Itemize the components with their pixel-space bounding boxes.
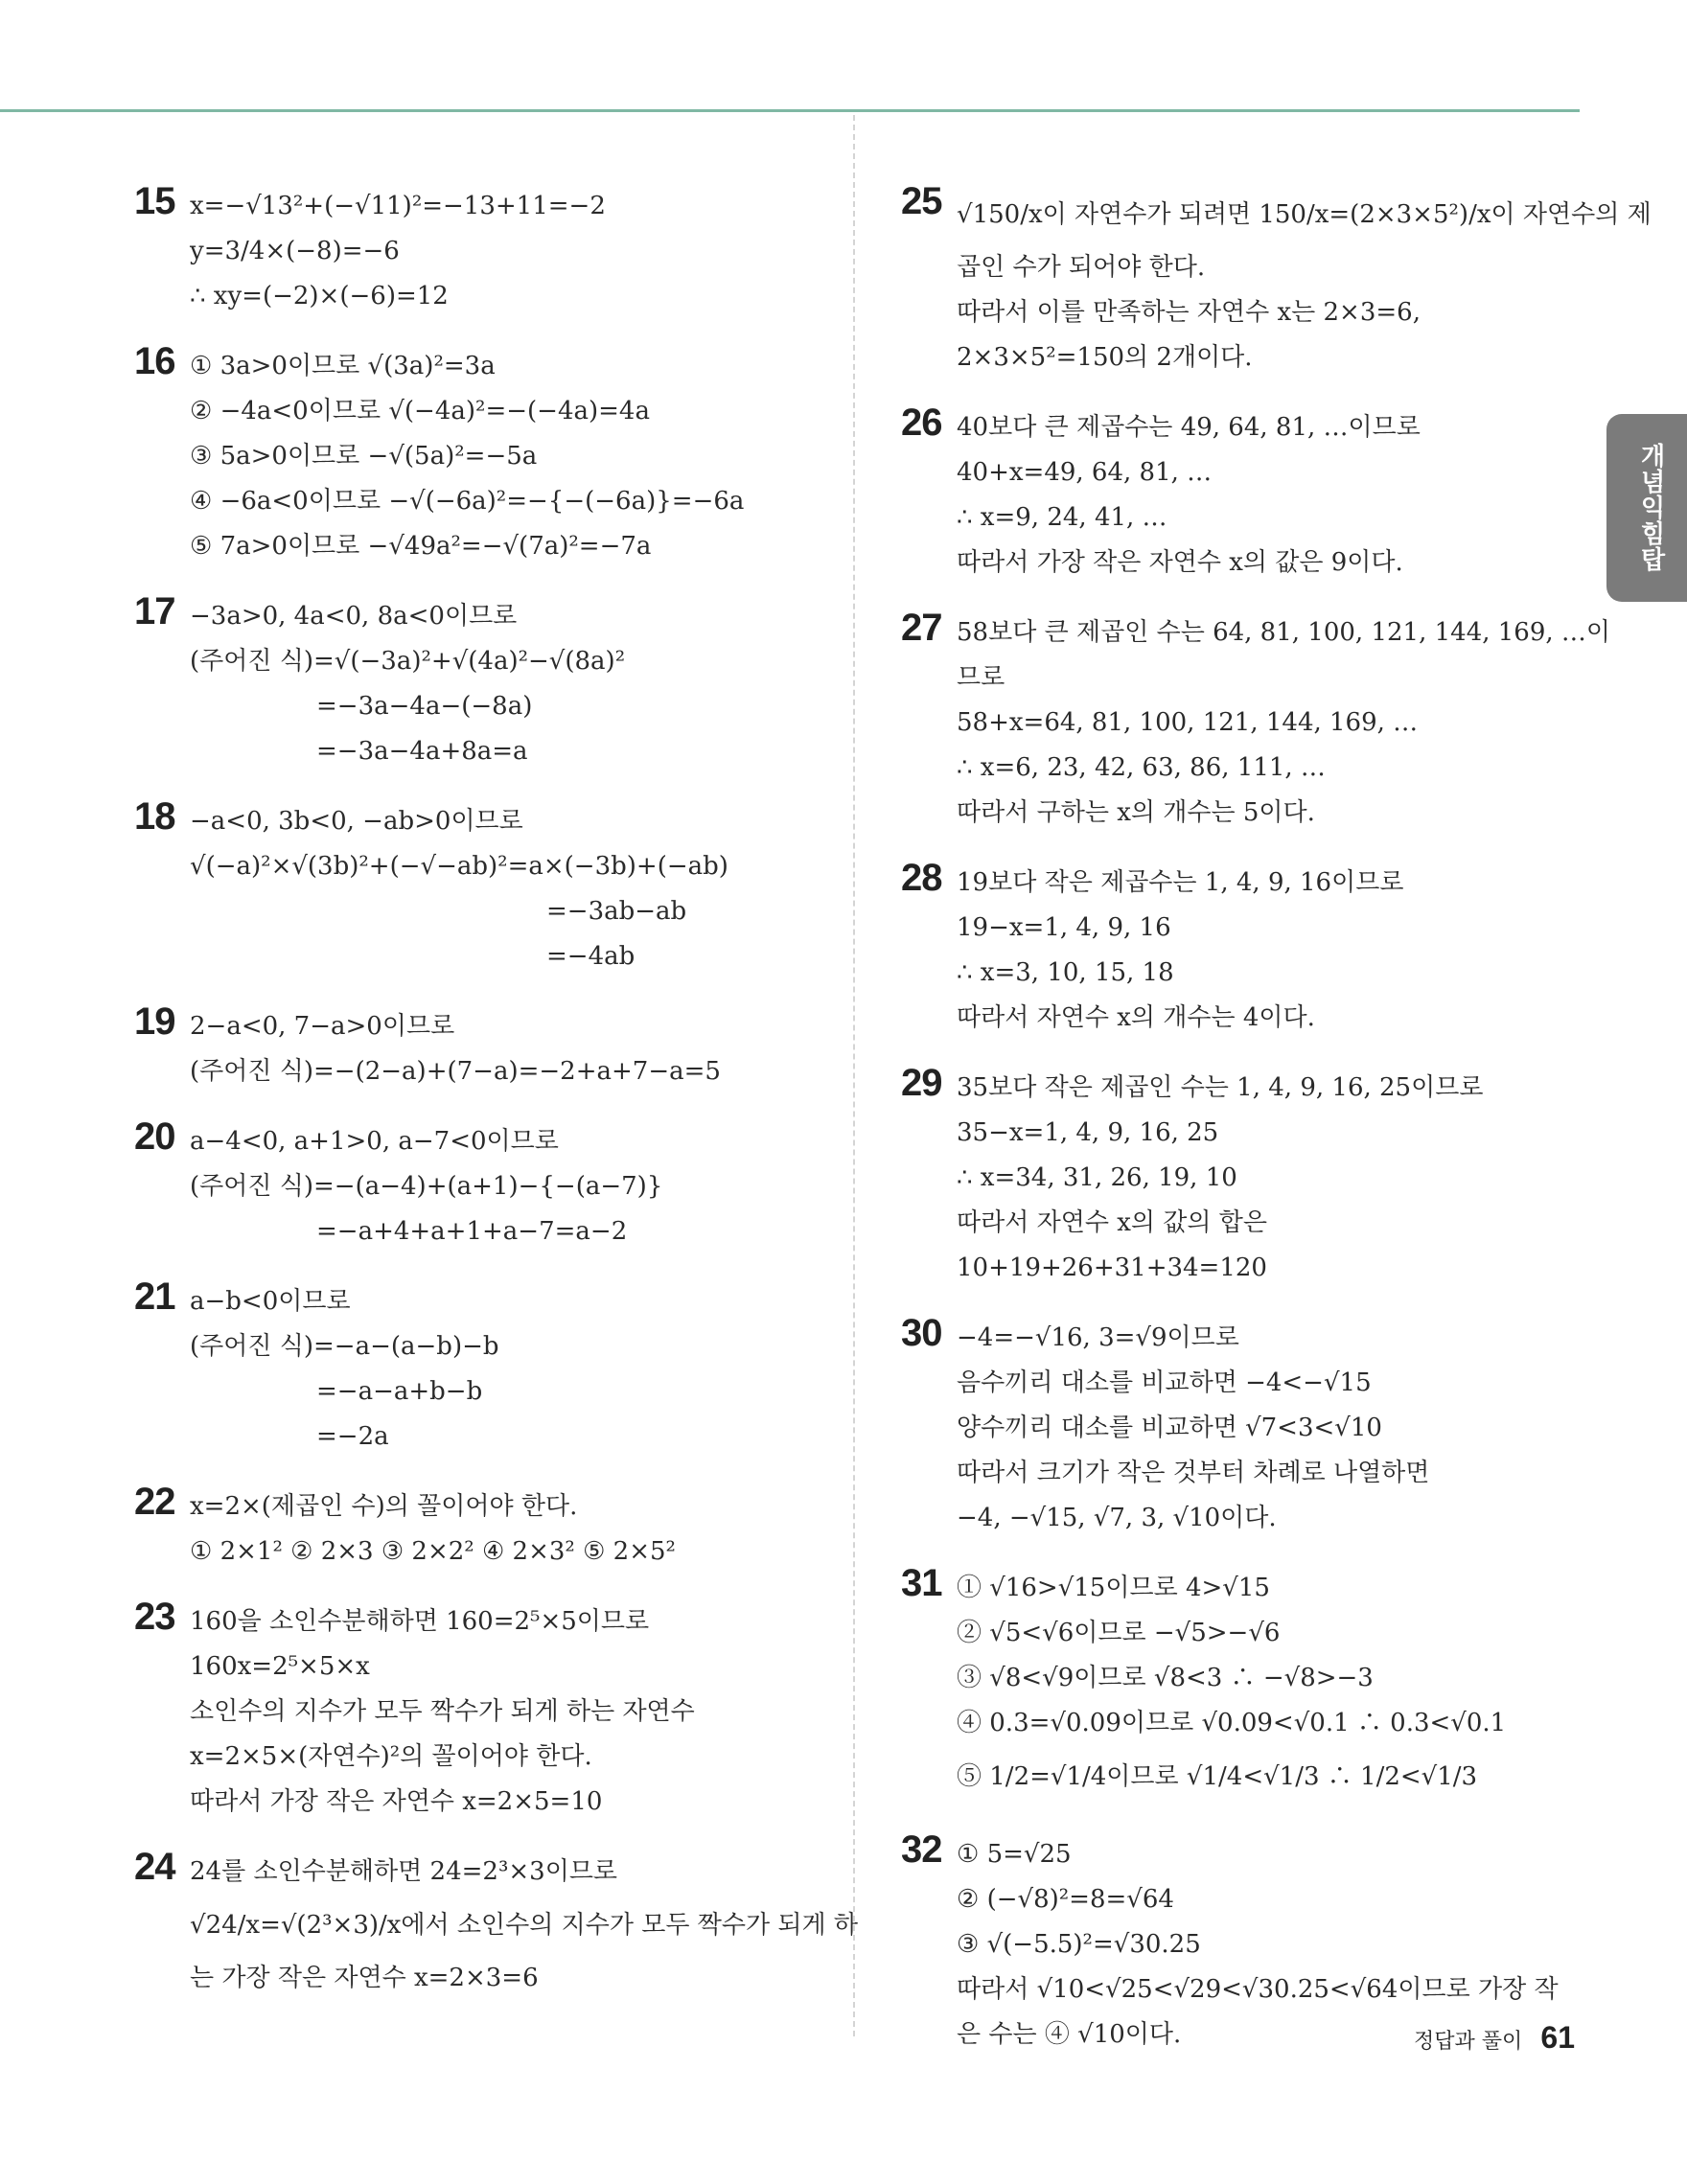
solution-line: −4, −√15, √7, 3, √10이다.	[957, 1504, 1277, 1532]
problem-number: 22	[134, 1481, 175, 1523]
solution-line: (주어진 식)=−(a−4)+(a+1)−{−(a−7)}	[190, 1172, 663, 1201]
problem-25	[901, 180, 1652, 380]
problem-30	[901, 1312, 1583, 1541]
solution-line: (주어진 식)=−a−(a−b)−b	[190, 1332, 499, 1361]
problem-number: 23	[134, 1596, 175, 1638]
solution-line: 는 가장 작은 자연수 x=2×3=6	[190, 1964, 539, 1992]
header-rule	[0, 109, 1580, 112]
solution-line: 40+x=49, 64, 81, …	[957, 458, 1213, 487]
problem-number: 31	[901, 1562, 942, 1604]
solution-line: 따라서 자연수 x의 개수는 4이다.	[957, 1003, 1315, 1032]
solution-line: 10+19+26+31+34=120	[957, 1253, 1267, 1282]
solution-line: ① 3a>0이므로 √(3a)²=3a	[190, 352, 496, 380]
solution-line: ④ 0.3=√0.09이므로 √0.09<√0.1 ∴ 0.3<√0.1	[957, 1709, 1507, 1737]
solution-line: −4=−√16, 3=√9이므로	[957, 1323, 1239, 1352]
problem-number: 17	[134, 590, 175, 632]
solution-line: =−4ab	[546, 942, 636, 971]
solution-line: =−2a	[316, 1422, 389, 1451]
solution-line: 160x=2⁵×5×x	[190, 1652, 370, 1681]
solution-line: √150/x이 자연수가 되려면 150/x=(2×3×5²)/x이 자연수의 제	[957, 200, 1652, 229]
solution-line: ① 2×1² ② 2×3 ③ 2×2² ④ 2×3² ⑤ 2×5²	[190, 1537, 676, 1566]
problem-number: 18	[134, 795, 175, 838]
problem-22	[134, 1481, 824, 1575]
problem-number: 30	[901, 1312, 942, 1354]
solution-line: 35−x=1, 4, 9, 16, 25	[957, 1118, 1219, 1147]
solution-line: x=2×(제곱인 수)의 꼴이어야 한다.	[190, 1492, 578, 1521]
solution-line: 음수끼리 대소를 비교하면 −4<−√15	[957, 1368, 1372, 1397]
solution-line: 따라서 가장 작은 자연수 x의 값은 9이다.	[957, 548, 1403, 577]
section-side-tab[interactable]	[1606, 414, 1687, 602]
solution-line: x=2×5×(자연수)²의 꼴이어야 한다.	[190, 1742, 592, 1771]
solution-line: 24를 소인수분해하면 24=2³×3이므로	[190, 1857, 618, 1886]
problem-29	[901, 1062, 1583, 1291]
solution-line: −a<0, 3b<0, −ab>0이므로	[190, 807, 523, 836]
solution-line: 19−x=1, 4, 9, 16	[957, 913, 1171, 942]
solution-line: ∴ x=6, 23, 42, 63, 86, 111, …	[957, 753, 1326, 782]
solution-line: ① 5=√25	[957, 1840, 1072, 1869]
solution-line: ④ −6a<0이므로 −√(−6a)²=−{−(−6a)}=−6a	[190, 487, 745, 516]
problem-number: 28	[901, 857, 942, 899]
solution-line: ∴ x=9, 24, 41, …	[957, 503, 1167, 532]
problem-number: 26	[901, 402, 942, 444]
solution-line: 따라서 이를 만족하는 자연수 x는 2×3=6,	[957, 298, 1421, 327]
solution-line: 58+x=64, 81, 100, 121, 144, 169, …	[957, 708, 1419, 737]
solution-line: a−b<0이므로	[190, 1287, 351, 1316]
solution-line: a−4<0, a+1>0, a−7<0이므로	[190, 1127, 559, 1156]
page-number: 61	[1540, 2020, 1575, 2055]
solution-line: ③ √(−5.5)²=√30.25	[957, 1930, 1201, 1959]
left-column	[134, 180, 858, 2026]
solution-line: 따라서 가장 작은 자연수 x=2×5=10	[190, 1787, 603, 1816]
solution-line: ② (−√8)²=8=√64	[957, 1885, 1174, 1914]
solution-line: 2×3×5²=150의 2개이다.	[957, 343, 1253, 372]
side-tab-label: 개념익힘탑	[1636, 443, 1665, 572]
solution-line: ⑤ 7a>0이므로 −√49a²=−√(7a)²=−7a	[190, 532, 652, 561]
solution-line: 40보다 큰 제곱수는 49, 64, 81, …이므로	[957, 413, 1421, 442]
solution-line: =−3a−4a+8a=a	[316, 737, 528, 766]
problem-24	[134, 1846, 858, 2001]
solution-line: ① √16>√15이므로 4>√15	[957, 1574, 1270, 1602]
solution-line: =−a−a+b−b	[316, 1377, 483, 1406]
problem-number: 29	[901, 1062, 942, 1104]
solution-line: ③ √8<√9이므로 √8<3 ∴ −√8>−3	[957, 1664, 1374, 1692]
problem-number: 24	[134, 1846, 175, 1888]
page-footer	[1414, 2020, 1575, 2056]
solution-line: 따라서 구하는 x의 개수는 5이다.	[957, 798, 1315, 827]
solution-line: 므로	[957, 663, 1005, 692]
problem-23	[134, 1596, 824, 1825]
problem-20	[134, 1115, 824, 1254]
solution-line: =−3a−4a−(−8a)	[316, 692, 533, 721]
problem-number: 32	[901, 1828, 942, 1871]
solution-line: 따라서 자연수 x의 값의 합은	[957, 1208, 1267, 1237]
solution-line: 따라서 √10<√25<√29<√30.25<√64이므로 가장 작	[957, 1975, 1559, 2004]
footer-label: 정답과 풀이	[1414, 2030, 1523, 2054]
solution-line: 2−a<0, 7−a>0이므로	[190, 1012, 455, 1041]
solution-line: ⑤ 1/2=√1/4이므로 √1/4<√1/3 ∴ 1/2<√1/3	[957, 1762, 1478, 1791]
problem-18	[134, 795, 824, 979]
problem-27	[901, 607, 1611, 836]
solution-line: 35보다 작은 제곱인 수는 1, 4, 9, 16, 25이므로	[957, 1073, 1484, 1102]
solution-line: 곱인 수가 되어야 한다.	[957, 253, 1206, 282]
solution-line: 58보다 큰 제곱인 수는 64, 81, 100, 121, 144, 169, …이	[957, 618, 1611, 647]
problem-28	[901, 857, 1583, 1041]
problem-number: 27	[901, 607, 942, 649]
problem-17	[134, 590, 824, 774]
solution-line: −3a>0, 4a<0, 8a<0이므로	[190, 602, 518, 631]
problem-number: 25	[901, 180, 942, 222]
problem-19	[134, 1000, 824, 1094]
problem-21	[134, 1276, 824, 1460]
problem-number: 16	[134, 340, 175, 382]
solution-line: √24/x=√(2³×3)/x에서 소인수의 지수가 모두 짝수가 되게 하	[190, 1911, 858, 1940]
problem-31	[901, 1562, 1583, 1807]
solution-line: ③ 5a>0이므로 −√(5a)²=−5a	[190, 442, 538, 471]
solution-line: 소인수의 지수가 모두 짝수가 되게 하는 자연수	[190, 1697, 695, 1726]
solution-line: √(−a)²×√(3b)²+(−√−ab)²=a×(−3b)+(−ab)	[190, 852, 728, 881]
solution-line: ② −4a<0이므로 √(−4a)²=−(−4a)=4a	[190, 397, 650, 425]
solution-line: x=−√13²+(−√11)²=−13+11=−2	[190, 192, 606, 220]
solution-line: ∴ x=34, 31, 26, 19, 10	[957, 1163, 1237, 1192]
solution-line: =−a+4+a+1+a−7=a−2	[316, 1217, 628, 1246]
problem-15	[134, 180, 824, 319]
solution-line: 은 수는 ④ √10이다.	[957, 2020, 1182, 2049]
problem-26	[901, 402, 1583, 586]
solution-line: 160을 소인수분해하면 160=2⁵×5이므로	[190, 1607, 650, 1636]
solution-line: y=3/4×(−8)=−6	[190, 237, 400, 265]
solution-line: (주어진 식)=−(2−a)+(7−a)=−2+a+7−a=5	[190, 1057, 721, 1086]
column-divider	[853, 115, 855, 2036]
problem-16	[134, 340, 824, 569]
solution-line: ∴ xy=(−2)×(−6)=12	[190, 282, 449, 310]
solution-line: =−3ab−ab	[546, 897, 687, 926]
solution-line: (주어진 식)=√(−3a)²+√(4a)²−√(8a)²	[190, 647, 626, 676]
solution-line: ∴ x=3, 10, 15, 18	[957, 958, 1174, 987]
problem-number: 21	[134, 1276, 175, 1318]
solution-line: ② √5<√6이므로 −√5>−√6	[957, 1619, 1281, 1647]
solution-line: 따라서 크기가 작은 것부터 차례로 나열하면	[957, 1459, 1430, 1487]
problem-number: 15	[134, 180, 175, 222]
solution-line: 양수끼리 대소를 비교하면 √7<3<√10	[957, 1414, 1382, 1442]
problem-number: 19	[134, 1000, 175, 1043]
solution-line: 19보다 작은 제곱수는 1, 4, 9, 16이므로	[957, 868, 1404, 897]
problem-number: 20	[134, 1115, 175, 1158]
